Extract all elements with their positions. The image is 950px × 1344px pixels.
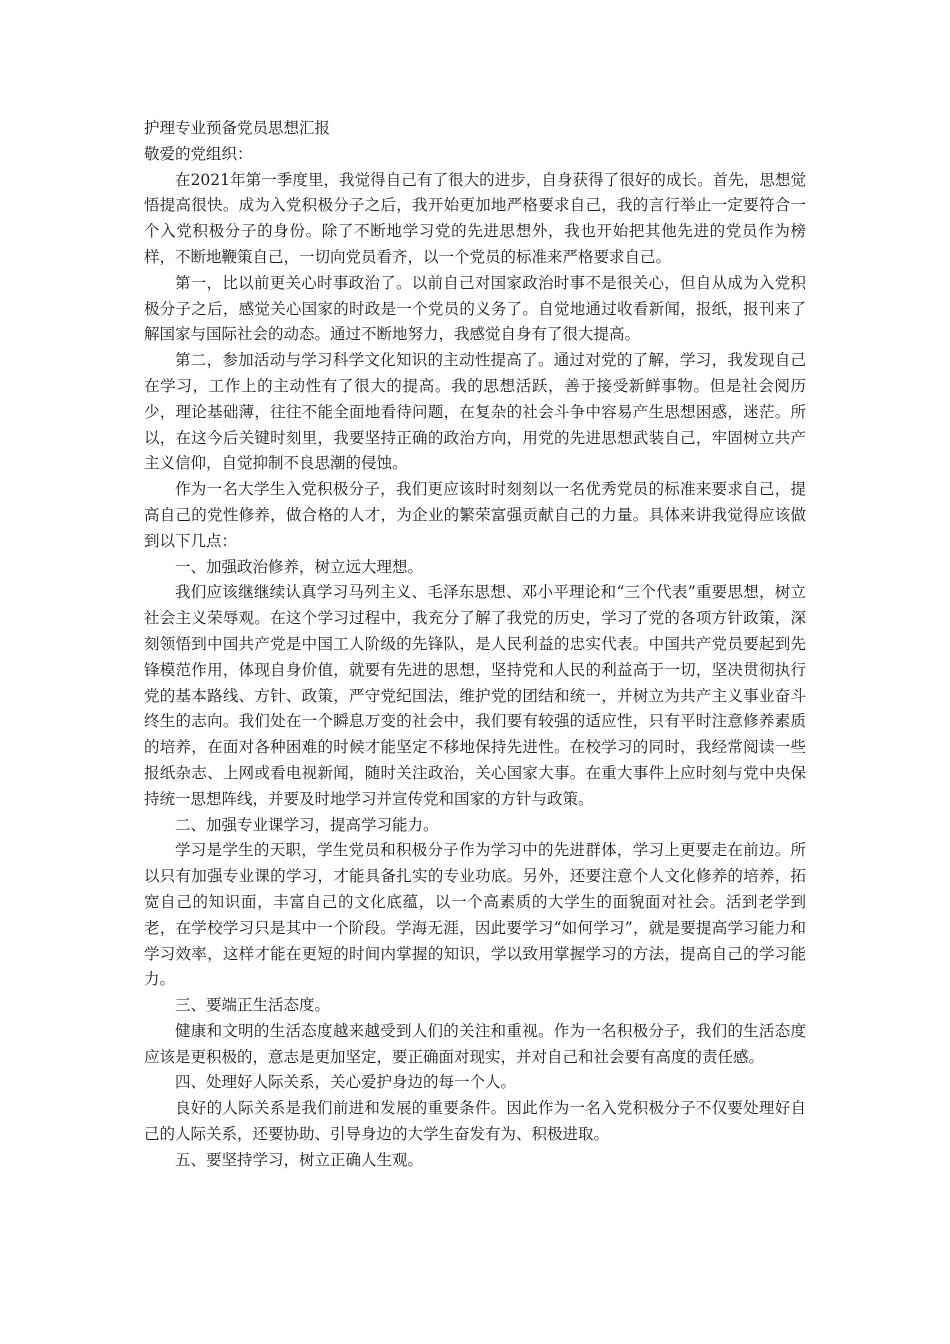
section-body-1: 我们应该继继续认真学习马列主义、毛泽东思想、邓小平理论和“三个代表”重要思想，树立社会主义荣辱观。在这个学习过程中，我充分了解了我党的历史，学习了党的各项方针政策，深刻领悟到中国共产党是中国工人阶级的先锋队，是人民利益的忠实代表。中国共产党员要起到先锋模范作用，体现自身价值，就要有先进的思想，坚持党和人民的利益高于一切，坚决贯彻执行党的基本路线、方针、政策，严守党纪国法，维护党的团结和统一，并树立为共产主义事业奋斗终生的志向。我们处在一个瞬息万变的社会中，我们要有较强的适应性，只有平时注意修养素质的培养，在面对各种困难的时候才能坚定不移地保持先进性。在校学习的同时，我经常阅读一些报纸杂志、上网或看电视新闻，随时关注政治，关心国家大事。在重大事件上应时刻与党中央保持统一思想阵线，并要及时地学习并宣传党和国家的方针与政策。 — [144, 583, 806, 808]
section-heading-2: 二、加强专业课学习，提高学习能力。 — [175, 815, 439, 834]
section-heading-3: 三、要端正生活态度。 — [175, 996, 331, 1015]
section-body-3: 健康和文明的生活态度越来越受到人们的关注和重视。作为一名积极分子，我们的生活态度应该是更积极的，意志是更加坚定，要正确面对现实，并对自己和社会要有高度的责任感。 — [144, 1021, 806, 1066]
paragraph-point-1: 第一，比以前更关心时事政治了。以前自己对国家政治时事不是很关心，但自从成为入党积极分子之后，感觉关心国家的时政是一个党员的义务了。自觉地通过收看新闻，报纸，报刊来了解国家与国际社会的动态。通过不断地努力，我感觉自身有了很大提高。 — [144, 273, 806, 344]
salutation: 敬爱的党组织： — [144, 144, 253, 163]
paragraph-summary: 作为一名大学生入党积极分子，我们更应该时时刻刻以一名优秀党员的标准来要求自己，提高自己的党性修养，做合格的人才，为企业的繁荣富强贡献自己的力量。具体来讲我觉得应该做到以下几点： — [144, 480, 806, 550]
section-body-2: 学习是学生的天职，学生党员和积极分子作为学习中的先进群体，学习上更要走在前边。所以只有加强专业课的学习，才能具备扎实的专业功底。另外，还要注意个人文化修养的培养，拓宽自己的知识面，丰富自己的文化底蕴，以一个高素质的大学生的面貌面对社会。活到老学到老，在学校学习只是其中一个阶段。学海无涯，因此要学习“如何学习”，就是要提高学习能力和学习效率，这样才能在更短的时间内掌握的知识，学以致用掌握学习的方法，提高自己的学习能力。 — [144, 841, 806, 989]
document-page — [144, 116, 806, 1174]
paragraph-intro: 在2021年第一季度里，我觉得自己有了很大的进步，自身获得了很好的成长。首先，思想觉悟提高很快。成为入党积极分子之后，我开始更加地严格要求自己，我的言行举止一定要符合一个入党积极分子的身份。除了不断地学习党的先进思想外，我也开始把其他先进的党员作为榜样，不断地鞭策自己，一切向党员看齐，以一个党员的标准来严格要求自己。 — [144, 170, 806, 266]
section-heading-4: 四、处理好人际关系，关心爱护身边的每一个人。 — [175, 1073, 517, 1092]
section-heading-1: 一、加强政治修养，树立远大理想。 — [175, 557, 424, 576]
document-title: 护理专业预备党员思想汇报 — [144, 119, 331, 137]
section-body-4: 良好的人际关系是我们前进和发展的重要条件。因此作为一名入党积极分子不仅要处理好自己的人际关系，还要协助、引导身边的大学生奋发有为、积极进取。 — [144, 1099, 806, 1144]
section-heading-5: 五、要坚持学习，树立正确人生观。 — [175, 1150, 424, 1169]
paragraph-point-2: 第二，参加活动与学习科学文化知识的主动性提高了。通过对党的了解，学习，我发现自己在学习，工作上的主动性有了很大的提高。我的思想活跃，善于接受新鲜事物。但是社会阅历少，理论基础薄，往往不能全面地看待问题，在复杂的社会斗争中容易产生思想困惑，迷茫。所以，在这今后关键时刻里，我要坚持正确的政治方向，用党的先进思想武装自己，牢固树立共产主义信仰，自觉抑制不良思潮的侵蚀。 — [144, 351, 806, 473]
